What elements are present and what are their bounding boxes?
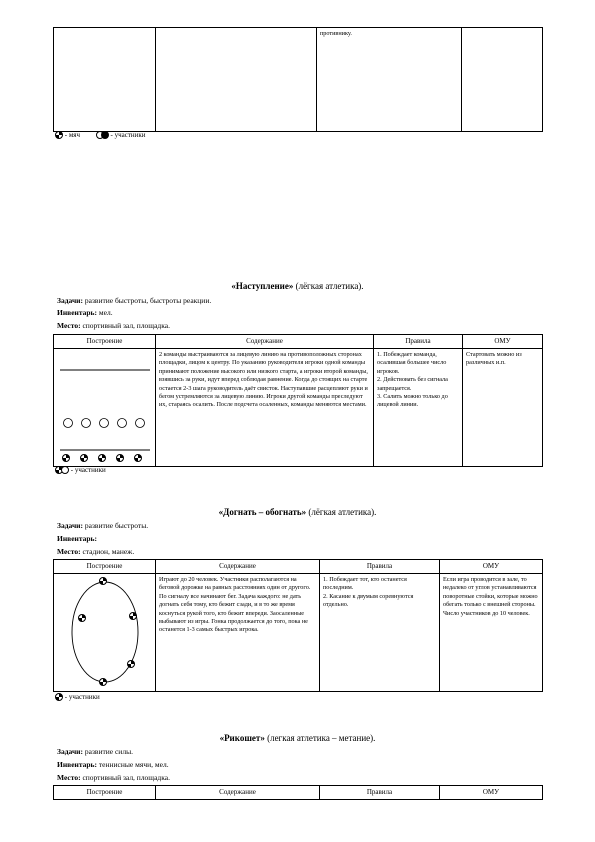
game1-rule-3: 3. Салить можно только до лицевой линии. [377, 393, 448, 409]
ball-icon [62, 454, 70, 462]
game2-header-content: Содержание [156, 560, 320, 574]
runner-icon [127, 660, 135, 668]
game2-title [0, 507, 595, 517]
top-cell-1 [54, 28, 156, 132]
game3-task-value: развитие силы. [83, 747, 133, 756]
game2-place-label: Место: [57, 547, 81, 556]
game1-inventory [57, 308, 113, 317]
game3-header-omu: ОМУ [440, 786, 543, 800]
top-cell-2 [156, 28, 317, 132]
game1-place-value: спортивный зал, площадка. [80, 321, 170, 330]
game3-title-name: «Рикошет» [219, 733, 265, 743]
game2-title-name: «Догнать – обогнать» [218, 507, 307, 517]
game1-title [0, 281, 595, 291]
game2-header-rules: Правила [320, 560, 440, 574]
game2-omu-cell: Если игра проводится в зале, то недалеко от углов устанавливаются поворотные стойки, которые можно обегать только с внешней стороны. Число участников до 10 человек. [440, 574, 543, 692]
game1-setup-cell [54, 349, 156, 467]
game1-inventory-value: мел. [97, 308, 113, 317]
players-legend-label: - участники [110, 131, 146, 139]
runner-icon [99, 678, 107, 686]
runner-icon [129, 612, 137, 620]
game1-team-balls [62, 454, 142, 462]
game1-omu-cell: Стартовать можно из различных и.п. [463, 349, 543, 467]
player-ring-icon [61, 466, 69, 474]
game2-header-setup: Построение [54, 560, 156, 574]
game1-inventory-label: Инвентарь: [57, 308, 98, 317]
game3-place-value: спортивный зал, площадка. [80, 773, 170, 782]
game2-track-diagram [57, 576, 153, 688]
game1-header-setup: Построение [54, 335, 156, 349]
game2-task-label: Задачи: [57, 521, 84, 530]
game2-task [57, 521, 148, 530]
game1-formation-diagram [57, 351, 153, 463]
ball-icon [116, 454, 124, 462]
legend-1 [55, 131, 146, 139]
game2-table [53, 559, 543, 692]
game2-content-cell: Играют до 20 человек. Участники располагаются на беговой дорожке на равных расстояниях один от другого. По сигналу все начинают бег. Задача каждого: не дать догнать себя тому, кто бежит сзади, и в то же время коснуться рукой того, кто бежит впереди. Заосаленные выбывают из игры. Гонка продолжается до того, пока не останется 1-3 самых быстрых игрока. [156, 574, 320, 692]
game3-header-content: Содержание [156, 786, 320, 800]
ball-icon [98, 454, 106, 462]
top-cell-4 [462, 28, 543, 132]
runner-icon [78, 614, 86, 622]
game2-inventory-label: Инвентарь: [57, 534, 98, 543]
game2-header-omu: ОМУ [440, 560, 543, 574]
game3-inventory [57, 760, 169, 769]
game1-table [53, 334, 543, 467]
game3-inventory-label: Инвентарь: [57, 760, 98, 769]
players-legend-label-3: - участники [64, 693, 100, 701]
game3-inventory-value: теннисные мячи, мел. [97, 760, 169, 769]
game1-content-cell: 2 команды выстраиваются за лицевую линию на противоположных сторонах площадки, лицом к центру. По указанию руководителя игроки одной команды принимают положение высокого или низкого старта, а игроки второй команды, взявшись за руки, идут вперед соблюдая равнение. Когда до стоящих на старте остается 2-3 шага руководитель даёт свисток. Наступавшие расцепляют руки и бегом устремляются за лицевую линию. Игроки другой команды преследуют их, стараясь осалить. После подсчета осаленных, команды меняются местами. [156, 349, 374, 467]
game2-inventory [57, 534, 97, 543]
game2-rule-2: 2. Касание к двумым соревнуются отдельно. [323, 592, 414, 609]
legend-3 [55, 693, 100, 701]
ball-icon [55, 131, 63, 139]
game3-place-label: Место: [57, 773, 81, 782]
game2-task-value: развитие быстроты. [83, 521, 149, 530]
game2-title-rest: (лёгкая атлетика). [306, 507, 377, 517]
game1-header-rules: Правила [374, 335, 463, 349]
ball-legend-label: - мяч [64, 131, 81, 139]
game1-rule-1: 1. Побеждает команда, осалившая большее число игроков. [377, 351, 447, 375]
game1-rules-cell [374, 349, 463, 467]
game3-title [0, 733, 595, 743]
game3-header-setup: Построение [54, 786, 156, 800]
game3-table [53, 785, 543, 800]
game2-place [57, 547, 134, 556]
game2-setup-cell [54, 574, 156, 692]
ball-icon [55, 693, 63, 701]
top-cell-3: противнику. [317, 28, 462, 132]
player-dot-icon [101, 131, 109, 139]
top-table [53, 27, 543, 132]
game2-rule-1: 1. Побеждает тот, кто останется последним. [323, 576, 407, 592]
game1-header-content: Содержание [156, 335, 374, 349]
game1-title-name: «Наступление» [231, 281, 294, 291]
game1-task [57, 296, 211, 305]
game3-task [57, 747, 133, 756]
game1-place-label: Место: [57, 321, 81, 330]
game3-title-rest: (легкая атлетика – метание). [264, 733, 376, 743]
legend-2 [55, 466, 106, 474]
ball-icon [80, 454, 88, 462]
game3-task-label: Задачи: [57, 747, 84, 756]
game1-place [57, 321, 170, 330]
game1-rule-2: 2. Действовать без сигнала запрещается. [377, 376, 448, 392]
game1-title-rest: (лёгкая атлетика). [293, 281, 364, 291]
players-legend-label-2: - участники [70, 466, 106, 474]
ball-icon [134, 454, 142, 462]
game3-header-rules: Правила [320, 786, 440, 800]
runner-icon [99, 577, 107, 585]
game2-place-value: стадион, манеж. [80, 547, 135, 556]
game1-header-omu: ОМУ [463, 335, 543, 349]
game3-place [57, 773, 170, 782]
game2-rules-cell [320, 574, 440, 692]
game1-task-value: развитие быстроты, быстроты реакции. [83, 296, 212, 305]
game1-task-label: Задачи: [57, 296, 84, 305]
game1-team-rings [64, 419, 145, 428]
